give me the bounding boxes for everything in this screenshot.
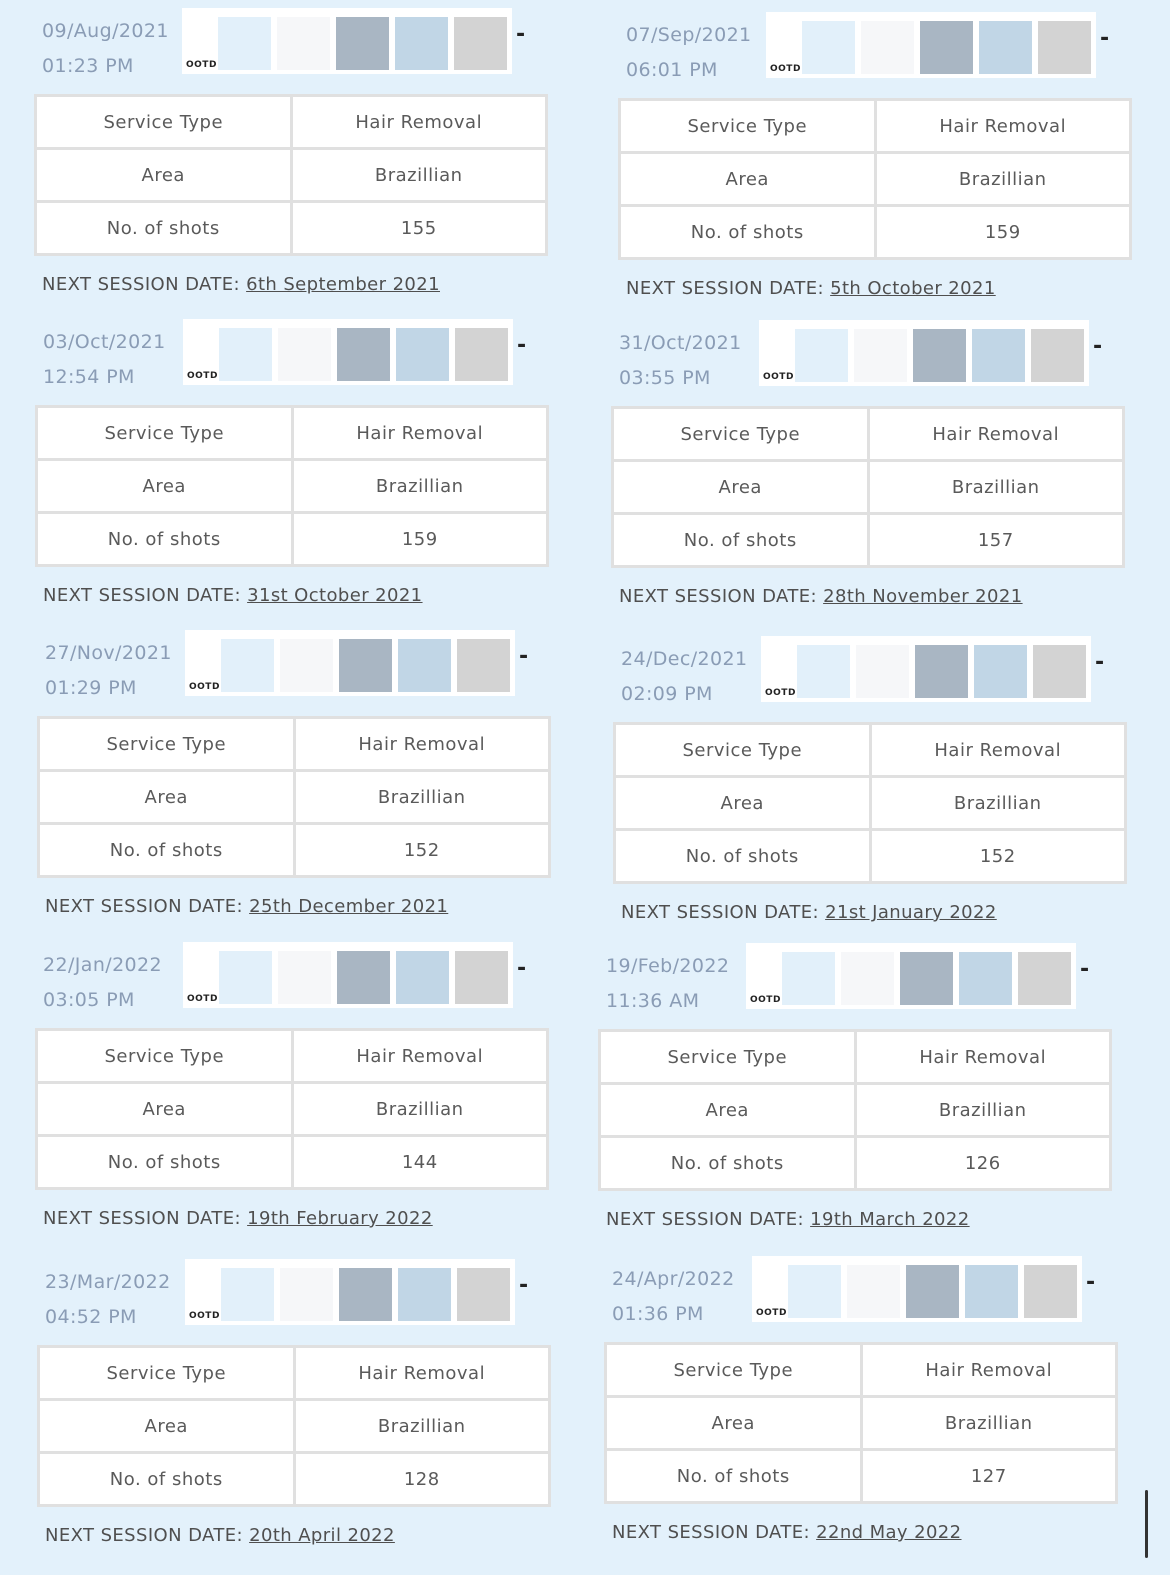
next-session-label: NEXT SESSION DATE: [45,896,243,917]
dash-mark: - [1080,957,1090,982]
service-type-label: Service Type [614,409,867,459]
color-swatch [457,1268,510,1321]
area-value: Brazillian [294,461,547,511]
next-session [621,902,997,923]
next-session-date-link[interactable]: 19th March 2022 [810,1209,970,1230]
dash-mark: - [517,333,527,358]
color-swatch [861,21,914,74]
shots-label: No. of shots [616,831,869,881]
next-session [606,1209,970,1230]
color-swatch [339,1268,392,1321]
next-session [42,274,440,295]
color-swatch [455,951,508,1004]
session-time: 11:36 AM [606,990,700,1012]
next-session-date-link[interactable]: 31st October 2021 [247,585,423,606]
table-row [621,207,1129,257]
session-date: 07/Sep/2021 [626,24,752,46]
session-datetime [42,14,169,84]
next-session [43,1208,433,1229]
shots-label: No. of shots [621,207,874,257]
color-swatch [965,1265,1018,1318]
color-swatch [915,645,968,698]
color-swatch [1031,329,1084,382]
dash-mark: - [516,22,526,47]
table-row [601,1032,1109,1082]
next-session-date-link[interactable]: 20th April 2022 [249,1525,395,1546]
color-swatch [454,17,507,70]
session-datetime [43,325,166,395]
color-swatch [337,951,390,1004]
next-session-label: NEXT SESSION DATE: [612,1522,810,1543]
service-table [598,1029,1112,1191]
color-swatch [280,639,333,692]
color-swatch [280,1268,333,1321]
shots-value: 126 [857,1138,1110,1188]
session-time: 03:05 PM [43,989,135,1011]
session-date: 27/Nov/2021 [45,642,172,664]
table-row [614,515,1122,565]
color-swatch [900,952,953,1005]
table-row [38,461,546,511]
brand-label: OOTD [763,372,794,382]
next-session-label: NEXT SESSION DATE: [626,278,824,299]
session-datetime [621,642,748,712]
next-session-date-link[interactable]: 28th November 2021 [823,586,1023,607]
table-row [37,150,545,200]
session-time: 01:29 PM [45,677,137,699]
session-time: 06:01 PM [626,59,718,81]
session-time: 12:54 PM [43,366,135,388]
shots-label: No. of shots [607,1451,860,1501]
session-date: 22/Jan/2022 [43,954,163,976]
swatch-strip [761,636,1091,702]
color-swatch [457,639,510,692]
service-type-label: Service Type [37,97,290,147]
swatch-strip [759,320,1089,386]
area-label: Area [38,1084,291,1134]
table-row [616,831,1124,881]
color-swatch [920,21,973,74]
service-type-label: Service Type [616,725,869,775]
dash-mark: - [519,644,529,669]
brand-label: OOTD [756,1308,787,1318]
session-date: 23/Mar/2022 [45,1271,171,1293]
area-value: Brazillian [863,1398,1116,1448]
table-row [621,154,1129,204]
color-swatch [959,952,1012,1005]
service-type-value: Hair Removal [296,719,549,769]
next-session-label: NEXT SESSION DATE: [43,1208,241,1229]
table-row [40,1454,548,1504]
next-session-label: NEXT SESSION DATE: [43,585,241,606]
color-swatch [278,951,331,1004]
session-record [604,1262,1124,1572]
swatch-strip [185,630,515,696]
color-swatch [856,645,909,698]
shots-value: 152 [296,825,549,875]
session-datetime [45,636,172,706]
color-swatch [1018,952,1071,1005]
session-time: 03:55 PM [619,367,711,389]
area-value: Brazillian [296,1401,549,1451]
service-type-value: Hair Removal [294,1031,547,1081]
next-session-date-link[interactable]: 21st January 2022 [825,902,997,923]
area-value: Brazillian [294,1084,547,1134]
area-value: Brazillian [293,150,546,200]
table-row [616,778,1124,828]
color-swatch [906,1265,959,1318]
table-row [601,1085,1109,1135]
area-value: Brazillian [877,154,1130,204]
color-swatch [219,951,272,1004]
session-datetime [612,1262,735,1332]
next-session-label: NEXT SESSION DATE: [606,1209,804,1230]
service-table [34,94,548,256]
color-swatch [398,1268,451,1321]
area-label: Area [614,462,867,512]
dash-mark: - [517,956,527,981]
color-swatch [339,639,392,692]
next-session [626,278,996,299]
service-table [35,405,549,567]
shots-label: No. of shots [601,1138,854,1188]
dash-mark: - [1095,650,1105,675]
color-swatch [974,645,1027,698]
table-row [37,97,545,147]
shots-value: 144 [294,1137,547,1187]
color-swatch [218,17,271,70]
color-swatch [1038,21,1091,74]
color-swatch [802,21,855,74]
brand-label: OOTD [189,1311,220,1321]
area-value: Brazillian [857,1085,1110,1135]
shots-value: 157 [870,515,1123,565]
next-session [619,586,1023,607]
color-swatch [219,328,272,381]
shots-value: 155 [293,203,546,253]
color-swatch [337,328,390,381]
area-value: Brazillian [296,772,549,822]
dash-mark: - [1093,334,1103,359]
shots-value: 159 [877,207,1130,257]
color-swatch [277,17,330,70]
service-type-value: Hair Removal [872,725,1125,775]
swatch-strip [746,943,1076,1009]
service-type-label: Service Type [621,101,874,151]
service-table [611,406,1125,568]
next-session-label: NEXT SESSION DATE: [619,586,817,607]
session-record [34,14,554,324]
area-label: Area [621,154,874,204]
color-swatch [336,17,389,70]
brand-label: OOTD [189,682,220,692]
session-datetime [606,949,729,1019]
next-session-date-link[interactable]: 19th February 2022 [247,1208,433,1229]
color-swatch [1024,1265,1077,1318]
session-datetime [619,326,742,396]
color-swatch [278,328,331,381]
service-table [604,1342,1118,1504]
shots-value: 128 [296,1454,549,1504]
table-row [607,1398,1115,1448]
session-time: 01:36 PM [612,1303,704,1325]
table-row [37,203,545,253]
table-row [614,409,1122,459]
scrollbar-thumb[interactable] [1145,1490,1148,1558]
next-session-label: NEXT SESSION DATE: [621,902,819,923]
shots-value: 152 [872,831,1125,881]
shots-label: No. of shots [40,1454,293,1504]
table-row [38,1084,546,1134]
swatch-strip [185,1259,515,1325]
brand-label: OOTD [770,64,801,74]
area-label: Area [40,772,293,822]
service-type-label: Service Type [38,1031,291,1081]
area-label: Area [616,778,869,828]
next-session-label: NEXT SESSION DATE: [42,274,240,295]
color-swatch [797,645,850,698]
session-date: 24/Dec/2021 [621,648,748,670]
next-session [45,896,448,917]
shots-label: No. of shots [38,1137,291,1187]
color-swatch [398,639,451,692]
next-session [45,1525,395,1546]
color-swatch [396,328,449,381]
session-record [37,1265,557,1575]
service-table [35,1028,549,1190]
brand-label: OOTD [187,371,218,381]
swatch-strip [183,319,513,385]
swatch-strip [752,1256,1082,1322]
service-type-label: Service Type [607,1345,860,1395]
table-row [621,101,1129,151]
table-row [40,1348,548,1398]
session-datetime [43,948,162,1018]
service-type-value: Hair Removal [870,409,1123,459]
session-date: 31/Oct/2021 [619,332,742,354]
color-swatch [221,639,274,692]
dash-mark: - [519,1273,529,1298]
area-label: Area [607,1398,860,1448]
table-row [601,1138,1109,1188]
session-record [598,949,1118,1259]
session-record [35,948,555,1258]
service-table [37,1345,551,1507]
service-type-label: Service Type [38,408,291,458]
service-table [613,722,1127,884]
area-label: Area [601,1085,854,1135]
color-swatch [972,329,1025,382]
table-row [38,514,546,564]
next-session-date-link[interactable]: 5th October 2021 [830,278,996,299]
service-type-value: Hair Removal [293,97,546,147]
color-swatch [841,952,894,1005]
service-table [618,98,1132,260]
brand-label: OOTD [186,60,217,70]
table-row [38,1031,546,1081]
session-time: 04:52 PM [45,1306,137,1328]
service-type-value: Hair Removal [863,1345,1116,1395]
session-datetime [626,18,752,88]
area-label: Area [37,150,290,200]
service-type-value: Hair Removal [294,408,547,458]
table-row [607,1345,1115,1395]
brand-label: OOTD [750,995,781,1005]
table-row [614,462,1122,512]
session-date: 03/Oct/2021 [43,331,166,353]
table-row [38,1137,546,1187]
next-session [43,585,423,606]
service-type-label: Service Type [601,1032,854,1082]
service-type-value: Hair Removal [877,101,1130,151]
session-record [618,18,1138,328]
session-time: 01:23 PM [42,55,134,77]
session-time: 02:09 PM [621,683,713,705]
color-swatch [1033,645,1086,698]
shots-label: No. of shots [38,514,291,564]
table-row [607,1451,1115,1501]
next-session [612,1522,962,1543]
color-swatch [847,1265,900,1318]
session-date: 24/Apr/2022 [612,1268,735,1290]
dash-mark: - [1100,26,1110,51]
area-value: Brazillian [870,462,1123,512]
brand-label: OOTD [765,688,796,698]
table-row [40,1401,548,1451]
session-datetime [45,1265,171,1335]
service-type-value: Hair Removal [857,1032,1110,1082]
next-session-label: NEXT SESSION DATE: [45,1525,243,1546]
color-swatch [396,951,449,1004]
brand-label: OOTD [187,994,218,1004]
color-swatch [455,328,508,381]
color-swatch [979,21,1032,74]
session-record [37,636,557,946]
color-swatch [795,329,848,382]
color-swatch [395,17,448,70]
shots-value: 159 [294,514,547,564]
shots-value: 127 [863,1451,1116,1501]
dash-mark: - [1086,1270,1096,1295]
shots-label: No. of shots [614,515,867,565]
swatch-strip [183,942,513,1008]
swatch-strip [766,12,1096,78]
color-swatch [913,329,966,382]
session-date: 09/Aug/2021 [42,20,169,42]
table-row [40,772,548,822]
table-row [616,725,1124,775]
color-swatch [782,952,835,1005]
service-type-label: Service Type [40,1348,293,1398]
service-type-value: Hair Removal [296,1348,549,1398]
session-date: 19/Feb/2022 [606,955,730,977]
swatch-strip [182,8,512,74]
color-swatch [854,329,907,382]
area-label: Area [40,1401,293,1451]
session-record [35,325,555,635]
shots-label: No. of shots [40,825,293,875]
color-swatch [788,1265,841,1318]
table-row [40,719,548,769]
table-row [38,408,546,458]
next-session-date-link[interactable]: 22nd May 2022 [816,1522,962,1543]
session-record [611,326,1131,636]
next-session-date-link[interactable]: 6th September 2021 [246,274,440,295]
table-row [40,825,548,875]
next-session-date-link[interactable]: 25th December 2021 [249,896,449,917]
service-type-label: Service Type [40,719,293,769]
color-swatch [221,1268,274,1321]
session-record [613,642,1133,952]
shots-label: No. of shots [37,203,290,253]
service-table [37,716,551,878]
area-value: Brazillian [872,778,1125,828]
area-label: Area [38,461,291,511]
